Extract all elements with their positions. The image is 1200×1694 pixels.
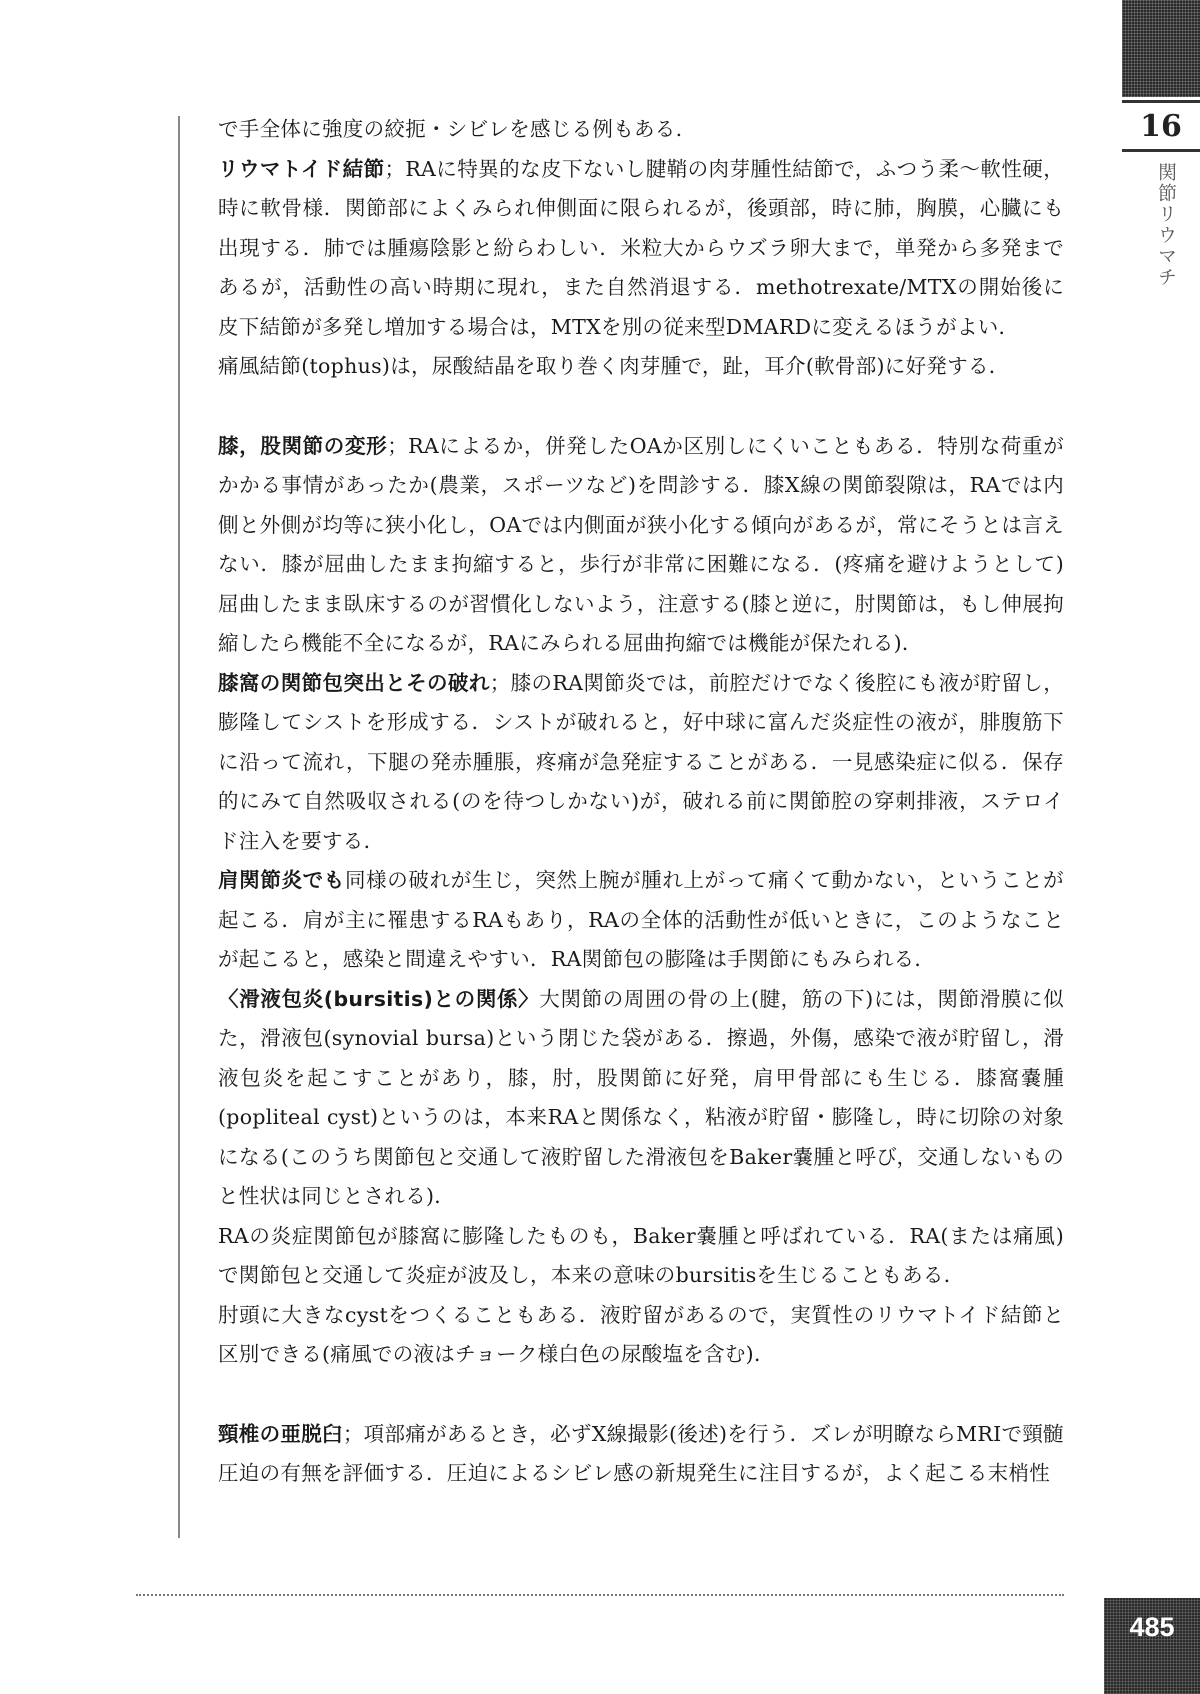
paragraph-text: ；項部痛があるとき，必ずX線撮影(後述)を行う．ズレが明瞭ならMRIで頸髄圧迫の有無を評価する．圧迫によるシビレ感の新規発生に注目するが，よく起こる末梢性 — [218, 1421, 1064, 1485]
paragraph — [218, 980, 1064, 1217]
chapter-thumb-tab — [1122, 0, 1200, 97]
paragraph-text: 肘頭に大きなcystをつくることもある．液貯留があるので，実質性のリウマトイド結節と区別できる(痛風での液はチョーク様白色の尿酸塩を含む)． — [218, 1302, 1064, 1366]
term-heading: 肩関節炎でも — [218, 868, 345, 892]
paragraph — [218, 1217, 1064, 1296]
body-text — [218, 110, 1064, 1494]
paragraph-text: ；RAによるか，併発したOAか区別しにくいこともある．特別な荷重がかかる事情があったか(農業，スポーツなど)を問診する．膝X線の関節裂隙は，RAでは内側と外側が均等に狭小化し，OAでは内側面が狭小化する傾向があるが，常にそうとは言えない．膝が屈曲したまま拘縮すると，歩行が非常に困難になる．(疼痛を避けようとして)屈曲したまま臥床するのが習慣化しないよう，注意する(膝と逆に，肘関節は，もし伸展拘縮したら機能不全になるが，RAにみられる屈曲拘縮では機能が保たれる)． — [218, 433, 1065, 655]
paragraph-text: 大関節の周囲の骨の上(腱，筋の下)には，関節滑膜に似た，滑液包(synovial bursa)という閉じた袋がある．擦過，外傷，感染で液が貯留し，滑液包炎を起こすことがあり，膝，肘，股関節に好発，肩甲骨部にも生じる．膝窩嚢腫(popliteal cyst)というのは，本来RAと関係なく，粘液が貯留・膨隆し，時に切除の対象になる(このうち関節包と交通して液貯留した滑液包をBaker嚢腫と呼び，交通しないものと性状は同じとされる)． — [218, 986, 1064, 1208]
paragraph — [218, 664, 1064, 862]
term-heading: 〈滑液包炎(bursitis)との関係〉 — [218, 986, 540, 1011]
chapter-number: 16 — [1122, 100, 1200, 152]
paragraph — [218, 427, 1064, 664]
paragraph-text: RAの炎症関節包が膝窩に膨隆したものも，Baker嚢腫と呼ばれている．RA(または痛風)で関節包と交通して炎症が波及し，本来の意味のbursitisを生じることもある． — [218, 1223, 1064, 1287]
chapter-title: 関節リウマチ — [1155, 162, 1177, 288]
page-number: 485 — [1129, 1612, 1175, 1642]
paragraph-text: 同様の破れが生じ，突然上腕が腫れ上がって痛くて動かない，ということが起こる．肩が主に罹患するRAもあり，RAの全体的活動性が低いときに，このようなことが起こると，感染と間違えやすい．RA関節包の膨隆は手関節にもみられる． — [218, 868, 1064, 971]
section-gap — [218, 1375, 1064, 1415]
paragraph — [218, 347, 1064, 387]
paragraph — [218, 110, 1064, 150]
paragraph — [218, 1415, 1064, 1494]
term-heading: 膝窩の関節包突出とその破れ — [218, 670, 490, 695]
paragraph-text: 痛風結節(tophus)は，尿酸結晶を取り巻く肉芽腫で，趾，耳介(軟骨部)に好発する． — [218, 354, 1010, 378]
footer-rule — [136, 1594, 1064, 1596]
term-heading: 膝，股関節の変形 — [218, 433, 388, 458]
section-gap — [218, 387, 1064, 427]
margin-rule — [178, 116, 180, 1538]
term-heading: リウマトイド結節 — [218, 156, 385, 181]
paragraph-text: で手全体に強度の絞扼・シビレを感じる例もある. — [218, 117, 683, 141]
paragraph — [218, 1296, 1064, 1375]
paragraph-text: ；RAに特異的な皮下ないし腱鞘の肉芽腫性結節で，ふつう柔～軟性硬，時に軟骨様．関節部によくみられ伸側面に限られるが，後頭部，時に肺，胸膜，心臓にも出現する．肺では腫瘍陰影と紛らわしい．米粒大からウズラ卵大まで，単発から多発まであるが，活動性の高い時期に現れ，また自然消退する．methotrexate/MTXの開始後に皮下結節が多発し増加する場合は，MTXを別の従来型DMARDに変えるほうがよい． — [218, 156, 1064, 339]
paragraph — [218, 150, 1064, 348]
term-heading: 頸椎の亜脱臼 — [218, 1421, 343, 1446]
paragraph-text: ；膝のRA関節炎では，前腔だけでなく後腔にも液が貯留し，膨隆してシストを形成する．シストが破れると，好中球に富んだ炎症性の液が，腓腹筋下に沿って流れ，下腿の発赤腫脹，疼痛が急発症することがある．一見感染症に似る．保存的にみて自然吸収される(のを待つしかない)が，破れる前に関節腔の穿刺排液，ステロイド注入を要する． — [218, 670, 1064, 853]
paragraph — [218, 861, 1064, 980]
